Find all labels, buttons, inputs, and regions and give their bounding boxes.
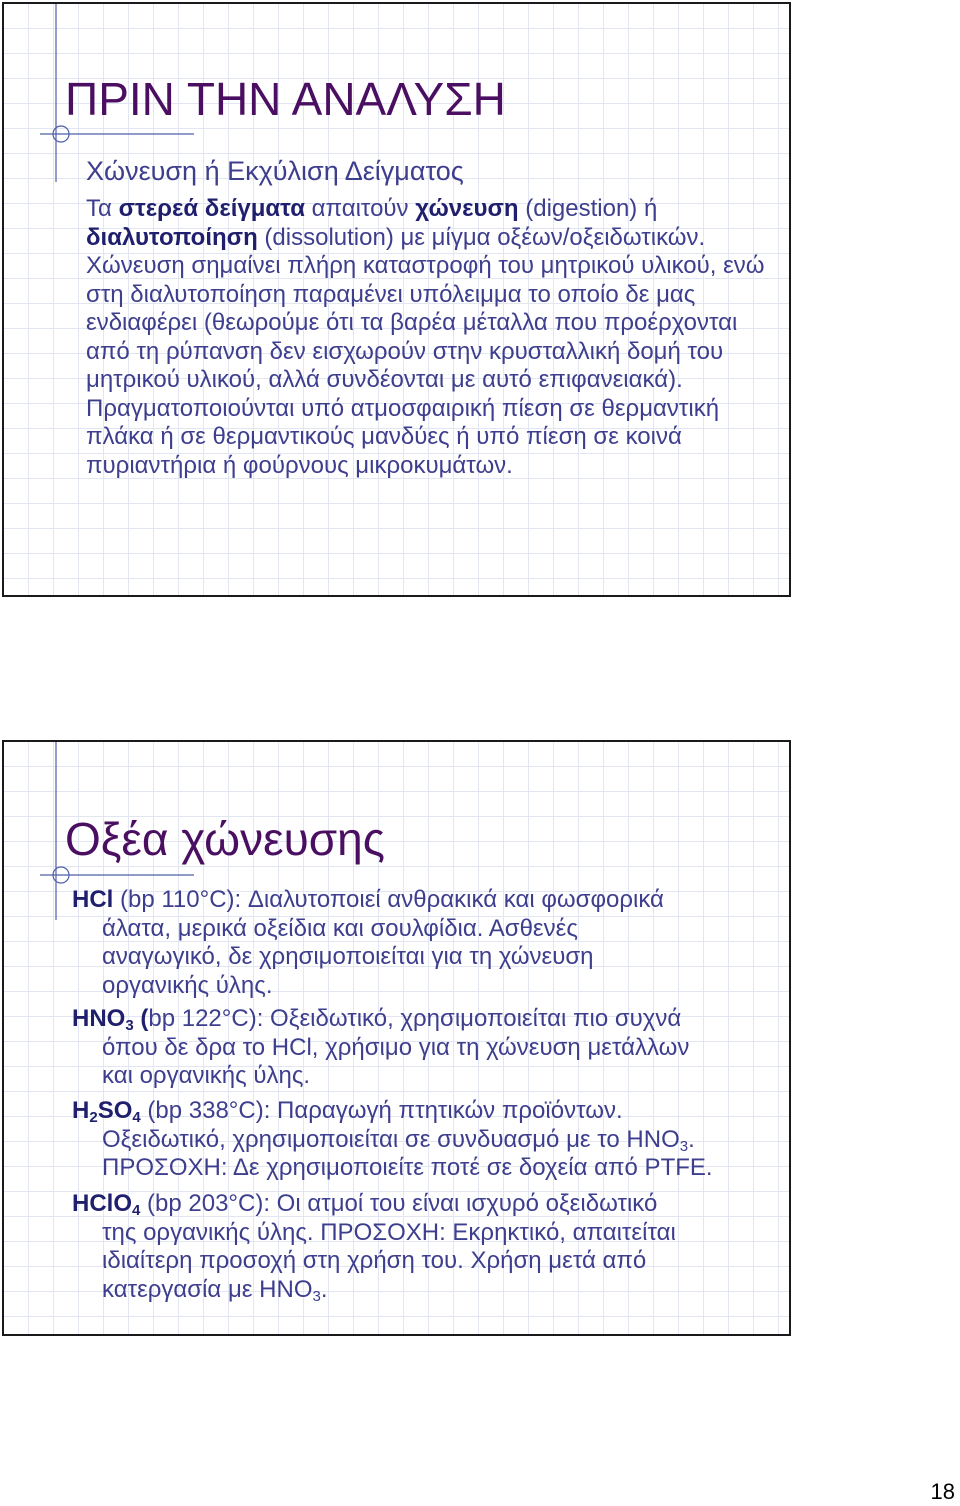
subscript: 3 xyxy=(312,1287,321,1305)
slide-1-subtitle: Χώνευση ή Εκχύλιση Δείγματος xyxy=(86,156,464,186)
acid-text: όπου δε δρα το HCl, χρήσιμο για τη χώνευση μετάλλων xyxy=(102,1033,690,1061)
acid-hno3-item xyxy=(72,1005,782,1091)
acid-text: της οργανικής ύλης. ΠΡΟΣΟΧΗ: Εκρηκτικό, απαιτείται xyxy=(102,1218,676,1246)
acid-name xyxy=(72,1005,148,1032)
acid-name xyxy=(72,1097,141,1124)
acid-name-text: ( xyxy=(133,1005,149,1032)
acid-name-text: H xyxy=(72,1097,90,1124)
acid-text: ιδιαίτερη προσοχή στη χρήση του. Χρήση μετά από xyxy=(102,1247,647,1275)
slide-2-title: Οξέα χώνευσης xyxy=(65,813,385,865)
acid-hcl-item xyxy=(72,886,782,1000)
acid-name: HCl xyxy=(72,886,114,913)
slide-1-body xyxy=(86,195,786,480)
page-number: 18 xyxy=(930,1479,955,1504)
subscript: 2 xyxy=(89,1109,98,1126)
body-text: (digestion) ή xyxy=(518,195,658,222)
body-text: απαιτούν xyxy=(304,195,416,222)
acid-name-text: SO xyxy=(97,1097,133,1124)
acid-text-part: . xyxy=(320,1275,328,1303)
body-text: (dissolution) με μίγμα οξέων/οξειδωτικών. Χώνευση σημαίνει πλήρη καταστροφή του μητρικού υλικού, ενώ στη διαλυτοποίηση παραμένει υπόλειμμα το οποίο δε μας ενδιαφέρει (θεωρούμε ότι τα βαρέα μέταλλα που προέρχονται από τη ρύπανση δεν εισχωρούν στην κρυσταλλική δομή του μητρικού υλικού, αλλά συνδέονται με αυτό επιφανειακά). Πραγματοποιούνται υπό ατμοσφαιρική πίεση σε θερμαντική πλάκα ή σε θερμαντικούς μανδύες ή υπό πίεση σε κοινά πυριαντήρια ή φούρνους μικροκυμάτων. xyxy=(86,223,765,479)
body-bold-text: χώνευση xyxy=(415,195,519,222)
acid-text-part: Οξειδωτικό, χρησιμοποιείται σε συνδυασμό με το HNO xyxy=(102,1125,680,1153)
subscript: 3 xyxy=(679,1137,689,1155)
acid-hclo4-item xyxy=(72,1190,782,1304)
slide-1 xyxy=(2,2,791,597)
acid-text: (bp 110°C): Διαλυτοποιεί ανθρακικά και φωσφορικά xyxy=(113,886,664,913)
acid-text-part: κατεργασία με HNO xyxy=(102,1275,313,1303)
acid-name-text: HClO xyxy=(72,1190,132,1217)
acid-text: και οργανικής ύλης. xyxy=(102,1062,311,1090)
slide-2 xyxy=(2,740,791,1336)
body-bold-text: διαλυτοποίηση xyxy=(86,223,258,251)
subscript: 4 xyxy=(132,1109,141,1126)
acid-text: οργανικής ύλης. xyxy=(102,971,273,999)
acid-name-text: HNO xyxy=(72,1005,126,1032)
acid-text xyxy=(72,1126,782,1155)
subscript: 4 xyxy=(132,1202,141,1219)
body-bold-text: στερεά δείγματα xyxy=(118,195,305,222)
acid-text: ΠΡΟΣΟΧΗ: Δε χρησιμοποιείτε ποτέ σε δοχεία από PTFE. xyxy=(102,1154,713,1182)
acid-text: άλατα, μερικά οξείδια και σουλφίδια. Ασθενές xyxy=(102,914,578,942)
subscript: 3 xyxy=(125,1017,134,1034)
acid-text xyxy=(72,1276,782,1305)
acid-text: αναγωγικό, δε χρησιμοποιείται για τη χώνευση xyxy=(102,943,594,971)
acid-h2so4-item xyxy=(72,1097,782,1183)
slide-1-title: ΠΡΙΝ ΤΗΝ ΑΝΑΛΥΣΗ xyxy=(65,73,506,125)
body-text: Τα xyxy=(86,195,119,222)
acid-text: (bp 203°C): Οι ατμοί του είναι ισχυρό οξειδωτικό xyxy=(140,1190,658,1217)
acid-text: (bp 338°C): Παραγωγή πτητικών προϊόντων. xyxy=(140,1097,623,1124)
acid-text: bp 122°C): Οξειδωτικό, χρησιμοποιείται πιο συχνά xyxy=(148,1005,682,1032)
acid-text-part: . xyxy=(688,1125,695,1153)
acid-name xyxy=(72,1190,140,1217)
